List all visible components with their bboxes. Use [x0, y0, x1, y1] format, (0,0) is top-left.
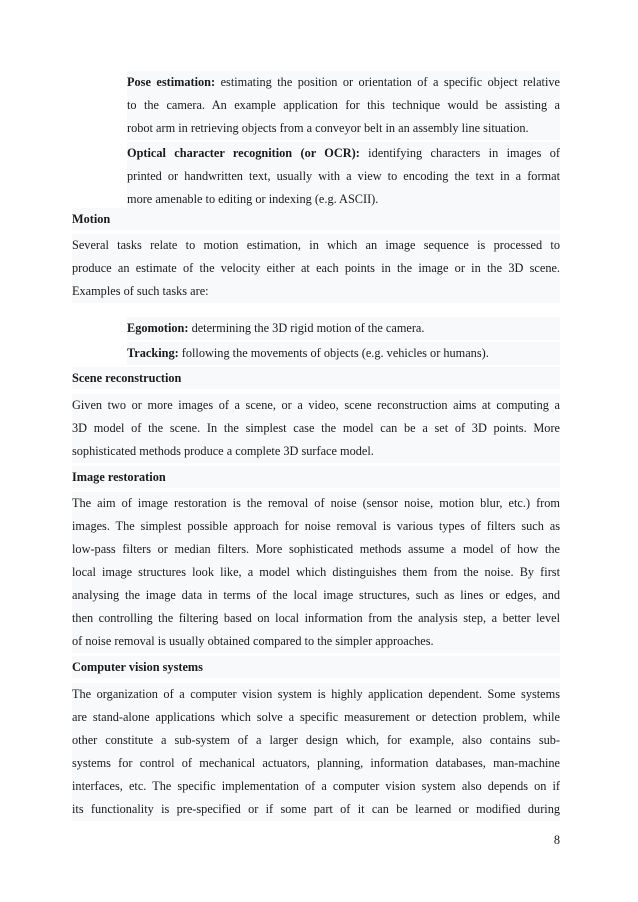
text-line: Given two or more images of a scene, or a video, scene reconstruction aims at computing a: [72, 398, 560, 412]
text-line: systems for control of mechanical actuators, planning, information databases, man-machine: [72, 756, 560, 770]
text-line: produce an estimate of the velocity either at each points in the image or in the 3D scene.: [72, 261, 560, 275]
item-term: Tracking:: [127, 346, 179, 360]
item-term: Optical character recognition (or OCR):: [127, 146, 360, 160]
text-line: printed or handwritten text, usually with a view to encoding the text in a format: [127, 169, 560, 183]
section-heading: Image restoration: [72, 470, 166, 484]
item-tracking: [127, 342, 560, 365]
text-line: of noise removal is usually obtained compared to the simpler approaches.: [72, 634, 434, 648]
page-number: 8: [553, 833, 560, 847]
text-line: interfaces, etc. The specific implementation of a computer vision system also depends on if: [72, 779, 560, 793]
text-line: low-pass filters or median filters. More sophisticated methods assume a model of how the: [72, 542, 560, 556]
section-heading-motion: [72, 208, 560, 230]
text-line: [127, 142, 560, 165]
item-term: Egomotion:: [127, 321, 189, 335]
text-line: other constitute a sub-system of a larger design which, for example, also contains sub-: [72, 733, 560, 747]
text-line: to the camera. An example application for this technique would be assisting a: [127, 98, 560, 112]
text-line: Several tasks relate to motion estimation, in which an image sequence is processed to: [72, 238, 560, 252]
item-term: Pose estimation:: [127, 75, 216, 89]
text-line: then controlling the filtering based on local information from the analysis step, a better level: [72, 611, 560, 625]
section-body-motion: [72, 234, 560, 303]
section-heading: Motion: [72, 212, 111, 226]
item-egomotion: [127, 317, 560, 340]
section-heading-computer-vision-systems: [72, 656, 560, 678]
text-line: are stand-alone applications which solve a specific measurement or detection problem, while: [72, 710, 560, 724]
text-line: analysing the image data in terms of the local image structures, such as lines or edges, and: [72, 588, 560, 602]
text-line: local image structures look like, a model which distinguishes them from the noise. By first: [72, 565, 560, 579]
text-line: images. The simplest possible approach for noise removal is various types of filters such as: [72, 519, 560, 533]
text-line: robot arm in retrieving objects from a conveyor belt in an assembly line situation.: [127, 121, 529, 135]
section-heading-image-restoration: [72, 466, 560, 488]
text-line: [127, 71, 560, 94]
section-body-image-restoration: [72, 492, 560, 653]
text-line: 3D model of the scene. In the simplest case the model can be a set of 3D points. More: [72, 421, 560, 435]
text-line: more amenable to editing or indexing (e.g. ASCII).: [127, 192, 379, 206]
section-body-computer-vision-systems: [72, 683, 560, 821]
item-text: identifying characters in images of: [359, 146, 560, 160]
text-line: Examples of such tasks are:: [72, 284, 209, 298]
text-line: The aim of image restoration is the removal of noise (sensor noise, motion blur, etc.) from: [72, 496, 560, 510]
item-text: determining the 3D rigid motion of the camera.: [188, 321, 425, 335]
item-text: estimating the position or orientation of a specific object relative: [215, 75, 560, 89]
text-line: its functionality is pre-specified or if some part of it can be learned or modified during: [72, 802, 560, 816]
section-heading-scene-reconstruction: [72, 367, 560, 389]
section-body-scene-reconstruction: [72, 394, 560, 463]
section-heading: Scene reconstruction: [72, 371, 182, 385]
item-ocr: [127, 142, 560, 211]
text-line: The organization of a computer vision system is highly application dependent. Some systems: [72, 687, 560, 701]
section-heading: Computer vision systems: [72, 660, 203, 674]
text-line: sophisticated methods produce a complete 3D surface model.: [72, 444, 374, 458]
text-line: [127, 317, 560, 340]
text-line: [127, 342, 560, 365]
item-text: following the movements of objects (e.g. vehicles or humans).: [178, 346, 489, 360]
item-pose-estimation: [127, 71, 560, 140]
